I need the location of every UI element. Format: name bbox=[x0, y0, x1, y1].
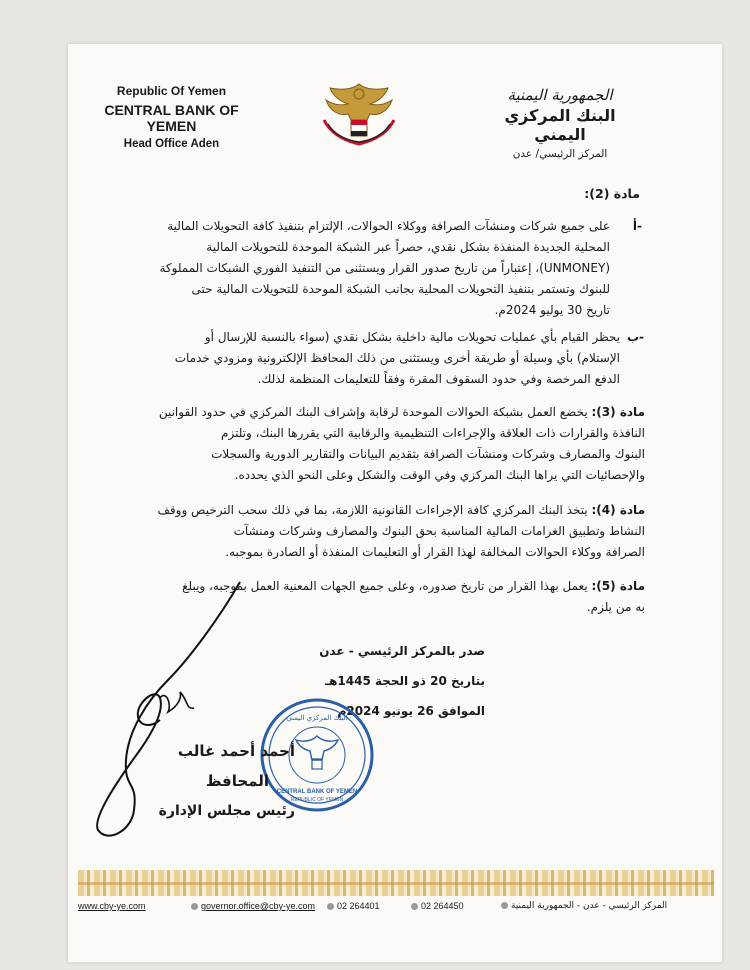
signatory-name: أحمد أحمد غالب bbox=[177, 742, 295, 760]
text-line: الإستلام) بأي وسيلة أو طريقة أخرى ويستثنى من ذلك المحافظ الإلكترونية ومزودي خدمات bbox=[174, 351, 620, 365]
text-line: والإحصائيات التي يراها البنك المركزي وفي الوقت والشكل وعلى النحو الذي يحدده. bbox=[234, 468, 645, 482]
header-arabic bbox=[480, 86, 640, 160]
article-2-item-a bbox=[150, 216, 610, 321]
text-line: الصرافة ووكلاء الحوالات المخالفة لهذا القرار أو التعليمات المنفذة أو الصادرة بموجبه. bbox=[225, 545, 645, 559]
issuance-gregorian-date: الموافق 26 يونيو 2024م bbox=[337, 704, 485, 718]
email-link[interactable]: governor.office@cby-ye.com bbox=[201, 901, 316, 911]
text-line bbox=[115, 500, 645, 521]
website-link[interactable]: www.cby-ye.com bbox=[78, 901, 146, 911]
issuance-place: صدر بالمركز الرئيسي - عدن bbox=[319, 644, 485, 658]
footer-website[interactable] bbox=[78, 901, 146, 911]
footer-phone-1 bbox=[324, 901, 380, 911]
item-a-marker: أ- bbox=[632, 219, 642, 233]
phone-1-text: 02 264401 bbox=[337, 901, 380, 911]
bank-name-en: CENTRAL BANK OF YEMEN bbox=[104, 102, 239, 134]
phone-2-text: 02 264450 bbox=[421, 901, 464, 911]
item-b-marker: ب- bbox=[626, 330, 644, 344]
text-segment: يخضع العمل بشبكة الحوالات الموحدة لرقابة وإشراف البنك المركزي في حدود القوانين bbox=[158, 405, 588, 419]
article-2-item-b bbox=[115, 327, 620, 390]
head-office-ar: المركز الرئيسي/ عدن bbox=[512, 148, 608, 160]
text-line: (UNMONEY)، إعتباراً من تاريخ صدور القرار ويستثنى من التنفيذ الفوري الشبكات المملوكة bbox=[159, 261, 610, 275]
republic-label-ar: الجمهورية اليمنية bbox=[507, 86, 613, 104]
text-line: المحلية الجديدة المنفذة بشكل نقدي، حصراً عبر الشبكة الموحدة للتحويلات المالية bbox=[206, 240, 610, 254]
text-line: به من يلزم. bbox=[586, 600, 645, 614]
article-3 bbox=[115, 402, 645, 486]
text-line bbox=[115, 402, 645, 423]
stamp-text-mid: REPUBLIC OF YEMEN bbox=[290, 797, 344, 803]
yemen-eagle-emblem-icon bbox=[318, 80, 400, 150]
text-line: للبنوك وتستمر بتنفيذ التحويلات المحلية بجانب الشبكة الموحدة للتحويلات المالية حتى bbox=[191, 282, 610, 296]
text-line: يحظر القيام بأي عمليات تحويلات مالية داخلية بشكل نقدي (سواء بالنسبة للإرسال أو bbox=[204, 330, 620, 344]
bank-name-ar: البنك المركزي اليمني bbox=[504, 106, 616, 144]
text-line: النافذة والقرارات ذات العلاقة والإجراءات التنظيمية والرقابية التي يقررها البنك، وتلتزم bbox=[221, 426, 645, 440]
text-segment: يعمل بهذا القرار من تاريخ صدوره، وعلى جميع الجهات المعنية العمل بموجبه، ويبلغ bbox=[182, 579, 588, 593]
signatory-role: رئيس مجلس الإدارة bbox=[158, 803, 295, 819]
text-line: الدفع المرخصة وفي حدود السقوف المقرة وفقاً للتعليمات المنظمة لذلك. bbox=[257, 372, 620, 386]
text-line: على جميع شركات ومنشآت الصرافة ووكلاء الحوالات، الإلتزام بتنفيذ كافة التحويلات المالية bbox=[167, 219, 610, 233]
article-3-label: مادة (3): bbox=[591, 405, 645, 419]
text-line: تاريخ 30 يوليو 2024م. bbox=[494, 303, 610, 317]
footer-email[interactable] bbox=[188, 901, 315, 911]
signatory-title: المحافظ bbox=[205, 772, 269, 790]
address-text: المركز الرئيسي - عدن - الجمهورية اليمنية bbox=[511, 901, 668, 911]
signatory-block bbox=[159, 736, 295, 826]
email-icon bbox=[191, 903, 198, 910]
header-english bbox=[84, 84, 259, 150]
stamp-text-top: البنك المركزي اليمني bbox=[286, 714, 348, 722]
head-office-en: Head Office Aden bbox=[123, 138, 220, 150]
article-2-title: مادة (2): bbox=[584, 186, 640, 201]
text-segment: يتخذ البنك المركزي كافة الإجراءات القانونية اللازمة، بما في ذلك سحب الترخيص ووقف bbox=[157, 503, 588, 517]
republic-label: Republic Of Yemen bbox=[116, 84, 227, 98]
issuance-hijri-date: بتاريخ 20 ذو الحجة 1445هـ bbox=[324, 674, 485, 688]
article-4-label: مادة (4): bbox=[591, 503, 645, 517]
footer-divider bbox=[78, 882, 714, 885]
footer-phone-2 bbox=[408, 901, 464, 911]
phone-icon bbox=[411, 903, 418, 910]
text-line: البنوك والمصارف وشركات ومنشآت الصرافة بتقديم البيانات والتقارير الدورية والسجلات bbox=[211, 447, 645, 461]
phone-icon bbox=[327, 903, 334, 910]
article-4 bbox=[115, 500, 645, 563]
footer-address bbox=[498, 901, 667, 911]
text-line: النشاط وتطبيق الغرامات المالية المناسبة بحق البنوك والمصارف وشركات ومنشآت bbox=[233, 524, 645, 538]
location-icon bbox=[501, 902, 508, 909]
article-5-label: مادة (5): bbox=[591, 579, 645, 593]
stamp-text-en: CENTRAL BANK OF YEMEN bbox=[276, 789, 358, 795]
